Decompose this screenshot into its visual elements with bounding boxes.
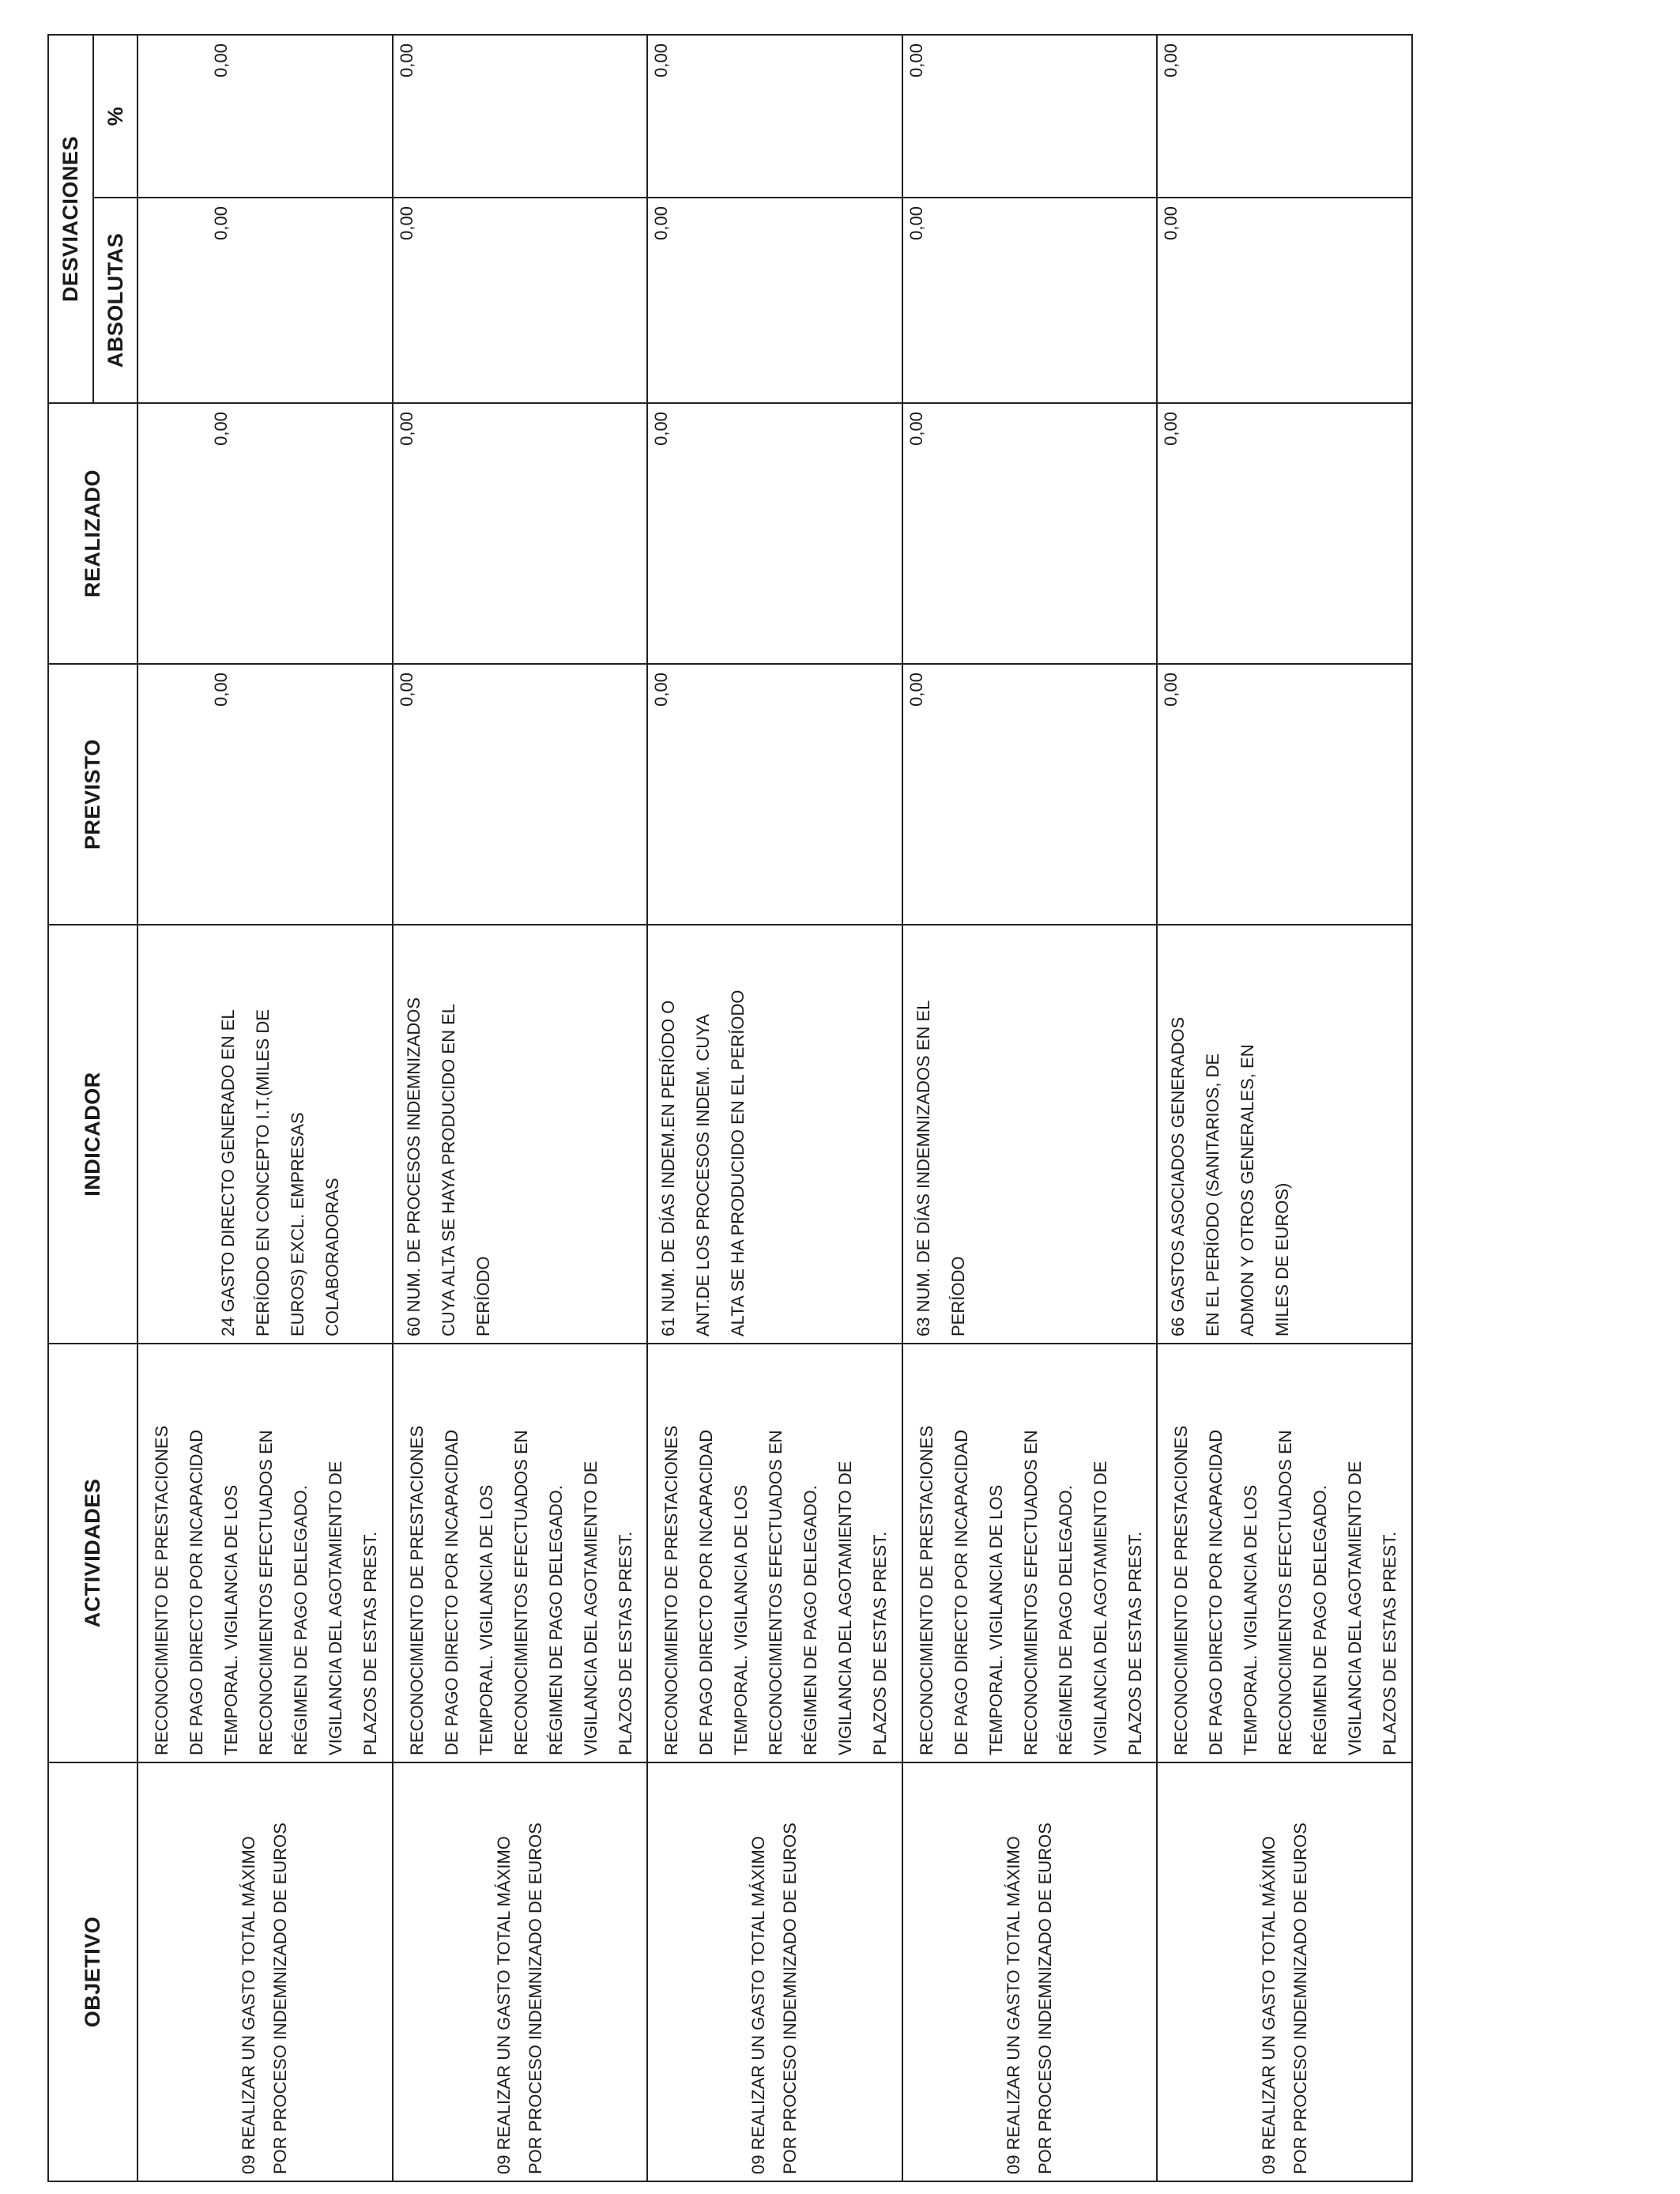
objetivo-cell <box>393 1762 648 2181</box>
porcentaje-cell <box>1157 35 1412 198</box>
header-realizado: REALIZADO <box>48 403 137 664</box>
table-row <box>902 35 1158 2181</box>
previsto-value: 0,00 <box>1161 673 1181 707</box>
header-porcentaje: % <box>93 35 137 198</box>
indicador-text: 24 GASTO DIRECTO GENERADO EN EL PERÍODO EN CONCEPTO I.T.(MILES DE EUROS) EXCL. EMPRESAS COLABORADORAS <box>218 1009 342 1336</box>
realizado-cell <box>137 403 393 664</box>
indicators-table <box>47 34 1413 2182</box>
porcentaje-cell <box>647 35 902 198</box>
previsto-cell <box>1157 664 1412 925</box>
objetivo-cell <box>647 1762 902 2181</box>
absolutas-cell <box>647 198 902 403</box>
indicador-cell <box>137 925 393 1344</box>
absolutas-cell <box>902 198 1158 403</box>
porcentaje-value: 0,00 <box>211 43 231 77</box>
previsto-value: 0,00 <box>906 673 926 707</box>
indicador-text: 60 NUM. DE PROCESOS INDEMNIZADOS CUYA ALTA SE HAYA PRODUCIDO EN EL PERÍODO <box>403 997 493 1336</box>
previsto-cell <box>647 664 902 925</box>
realizado-cell <box>647 403 902 664</box>
header-absolutas: ABSOLUTAS <box>93 198 137 403</box>
porcentaje-value: 0,00 <box>396 43 416 77</box>
absolutas-value: 0,00 <box>651 206 672 240</box>
absolutas-cell <box>137 198 393 403</box>
realizado-value: 0,00 <box>1161 412 1181 446</box>
porcentaje-cell <box>393 35 648 198</box>
actividades-cell <box>647 1344 902 1762</box>
indicador-cell <box>647 925 902 1344</box>
absolutas-value: 0,00 <box>211 206 231 240</box>
header-desviaciones: DESVIACIONES <box>48 35 93 403</box>
table-row <box>1157 35 1412 2181</box>
header-previsto: PREVISTO <box>48 664 137 925</box>
previsto-cell <box>393 664 648 925</box>
indicador-text: 66 GASTOS ASOCIADOS GENERADOS EN EL PERÍODO (SANITARIOS, DE ADMON Y OTROS GENERALES, EN MILES DE EUROS) <box>1168 1016 1293 1336</box>
objetivo-cell <box>1157 1762 1412 2181</box>
previsto-value: 0,00 <box>651 673 672 707</box>
porcentaje-cell <box>902 35 1158 198</box>
rotated-report-sheet <box>47 36 1413 2182</box>
objetivo-text: 09 REALIZAR UN GASTO TOTAL MÁXIMO POR PROCESO INDEMNIZADO DE EUROS <box>239 1823 291 2174</box>
objetivo-cell <box>137 1762 393 2181</box>
objetivo-cell <box>902 1762 1158 2181</box>
previsto-value: 0,00 <box>396 673 416 707</box>
objetivo-text: 09 REALIZAR UN GASTO TOTAL MÁXIMO POR PROCESO INDEMNIZADO DE EUROS <box>1004 1823 1056 2174</box>
absolutas-cell <box>393 198 648 403</box>
realizado-cell <box>393 403 648 664</box>
header-row-top <box>48 35 93 2181</box>
realizado-value: 0,00 <box>651 412 672 446</box>
objetivo-text: 09 REALIZAR UN GASTO TOTAL MÁXIMO POR PROCESO INDEMNIZADO DE EUROS <box>493 1823 545 2174</box>
table-row <box>647 35 902 2181</box>
objetivo-text: 09 REALIZAR UN GASTO TOTAL MÁXIMO POR PROCESO INDEMNIZADO DE EUROS <box>748 1823 800 2174</box>
previsto-cell <box>902 664 1158 925</box>
porcentaje-value: 0,00 <box>906 43 926 77</box>
indicador-cell <box>902 925 1158 1344</box>
previsto-value: 0,00 <box>211 673 231 707</box>
porcentaje-value: 0,00 <box>651 43 672 77</box>
header-objetivo: OBJETIVO <box>48 1762 137 2181</box>
absolutas-value: 0,00 <box>1161 206 1181 240</box>
table-row <box>393 35 648 2181</box>
indicador-text: 63 NUM. DE DÍAS INDEMNIZADOS EN EL PERÍODO <box>913 1000 968 1336</box>
realizado-cell <box>1157 403 1412 664</box>
actividades-cell <box>137 1344 393 1762</box>
actividades-text: RECONOCIMIENTO DE PRESTACIONES DE PAGO DIRECTO POR INCAPACIDAD TEMPORAL. VIGILANCIA DE LOS RECONOCIMIENTOS EFECTUADOS EN RÉGIMEN DE PAGO DELEGADO. VIGILANCIA DEL AGOTAMIENTO DE PLAZOS DE ESTAS PREST. <box>1171 1425 1400 1755</box>
previsto-cell <box>137 664 393 925</box>
actividades-text: RECONOCIMIENTO DE PRESTACIONES DE PAGO DIRECTO POR INCAPACIDAD TEMPORAL. VIGILANCIA DE LOS RECONOCIMIENTOS EFECTUADOS EN RÉGIMEN DE PAGO DELEGADO. VIGILANCIA DEL AGOTAMIENTO DE PLAZOS DE ESTAS PREST. <box>661 1425 891 1755</box>
absolutas-value: 0,00 <box>906 206 926 240</box>
porcentaje-value: 0,00 <box>1161 43 1181 77</box>
actividades-cell <box>902 1344 1158 1762</box>
actividades-text: RECONOCIMIENTO DE PRESTACIONES DE PAGO DIRECTO POR INCAPACIDAD TEMPORAL. VIGILANCIA DE LOS RECONOCIMIENTOS EFECTUADOS EN RÉGIMEN DE PAGO DELEGADO. VIGILANCIA DEL AGOTAMIENTO DE PLAZOS DE ESTAS PREST. <box>916 1425 1145 1755</box>
realizado-value: 0,00 <box>906 412 926 446</box>
realizado-value: 0,00 <box>211 412 231 446</box>
absolutas-cell <box>1157 198 1412 403</box>
indicador-text: 61 NUM. DE DÍAS INDEM.EN PERÍODO O ANT.DE LOS PROCESOS INDEM. CUYA ALTA SE HA PRODUCIDO EN EL PERÍODO <box>658 990 748 1336</box>
table-row <box>137 35 393 2181</box>
actividades-text: RECONOCIMIENTO DE PRESTACIONES DE PAGO DIRECTO POR INCAPACIDAD TEMPORAL. VIGILANCIA DE LOS RECONOCIMIENTOS EFECTUADOS EN RÉGIMEN DE PAGO DELEGADO. VIGILANCIA DEL AGOTAMIENTO DE PLAZOS DE ESTAS PREST. <box>152 1425 380 1755</box>
objetivo-text: 09 REALIZAR UN GASTO TOTAL MÁXIMO POR PROCESO INDEMNIZADO DE EUROS <box>1258 1823 1310 2174</box>
indicador-cell <box>393 925 648 1344</box>
header-actividades: ACTIVIDADES <box>48 1344 137 1762</box>
absolutas-value: 0,00 <box>396 206 416 240</box>
realizado-value: 0,00 <box>396 412 416 446</box>
actividades-cell <box>393 1344 648 1762</box>
actividades-cell <box>1157 1344 1412 1762</box>
realizado-cell <box>902 403 1158 664</box>
indicador-cell <box>1157 925 1412 1344</box>
header-indicador: INDICADOR <box>48 925 137 1344</box>
actividades-text: RECONOCIMIENTO DE PRESTACIONES DE PAGO DIRECTO POR INCAPACIDAD TEMPORAL. VIGILANCIA DE LOS RECONOCIMIENTOS EFECTUADOS EN RÉGIMEN DE PAGO DELEGADO. VIGILANCIA DEL AGOTAMIENTO DE PLAZOS DE ESTAS PREST. <box>406 1425 635 1755</box>
porcentaje-cell <box>137 35 393 198</box>
